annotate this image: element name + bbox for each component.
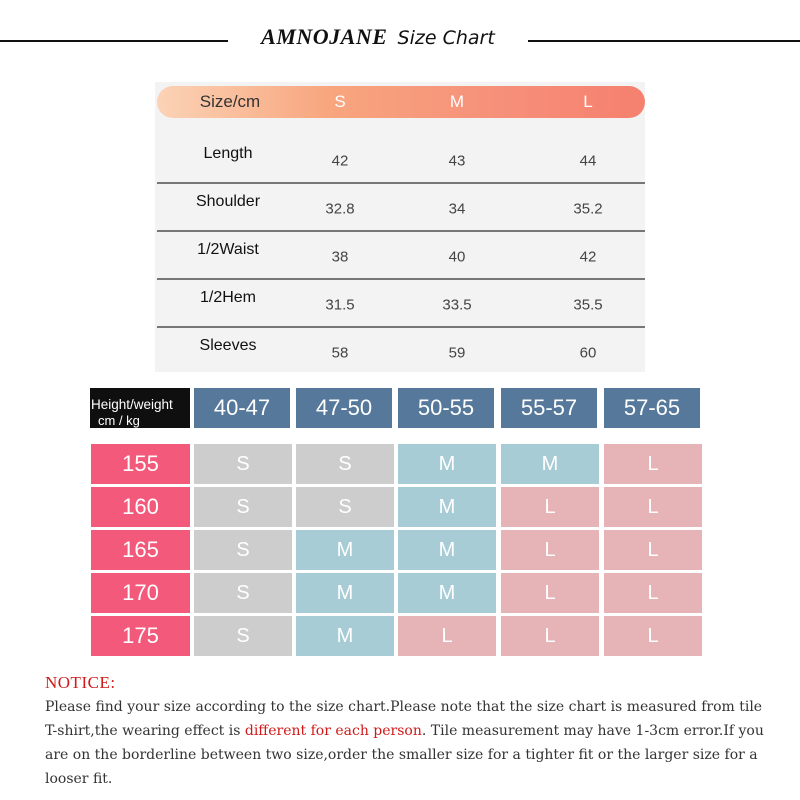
header-size-l: L bbox=[583, 92, 593, 111]
measurement-value: 60 bbox=[579, 344, 597, 362]
measurement-label: Shoulder bbox=[195, 193, 261, 210]
notice-text-part1: Please find your size according to the size chart.Please note that the size chart is measured from tile T-shirt,the wearing effect is bbox=[45, 699, 763, 739]
measurement-value: 33.5 bbox=[442, 296, 472, 314]
size-cell: S bbox=[194, 487, 292, 527]
measurement-value: 31.5 bbox=[325, 296, 355, 314]
size-cell: M bbox=[398, 487, 496, 527]
size-cell: L bbox=[398, 616, 496, 656]
measurement-value: 44 bbox=[579, 152, 597, 170]
size-cell: S bbox=[194, 616, 292, 656]
size-cell: S bbox=[194, 444, 292, 484]
measurement-label: Sleeves bbox=[199, 337, 257, 354]
measurement-value: 32.8 bbox=[325, 200, 355, 218]
size-cell: L bbox=[604, 573, 702, 613]
weight-range-header: 57-65 bbox=[604, 388, 700, 428]
weight-range-header: 55-57 bbox=[501, 388, 597, 428]
size-cell: M bbox=[296, 573, 394, 613]
size-cell: M bbox=[398, 530, 496, 570]
notice-body bbox=[45, 695, 765, 791]
header-size-m: M bbox=[449, 92, 465, 111]
corner-label-line2: cm / kg bbox=[98, 413, 140, 428]
size-cell: S bbox=[296, 487, 394, 527]
height-weight-corner bbox=[90, 388, 190, 428]
weight-range-header: 50-55 bbox=[398, 388, 494, 428]
size-cell: L bbox=[501, 573, 599, 613]
measurement-value: 43 bbox=[448, 152, 466, 170]
size-cell: M bbox=[296, 530, 394, 570]
brand-name: AMNOJANE bbox=[261, 24, 388, 49]
measurement-value: 34 bbox=[448, 200, 466, 218]
height-header: 170 bbox=[91, 573, 190, 613]
notice-text-part2: . Tile measurement may have 1-3cm error.If you are on the borderline between two size,order the smaller size for a tighter fit or the larger size for a looser fit. bbox=[45, 723, 764, 787]
measurement-value: 59 bbox=[448, 344, 466, 362]
weight-range-header: 47-50 bbox=[296, 388, 392, 428]
size-cell: L bbox=[501, 530, 599, 570]
header-size-label: Size/cm bbox=[199, 92, 261, 111]
measurement-label: 1/2Waist bbox=[197, 241, 259, 258]
size-cell: L bbox=[604, 616, 702, 656]
measurement-value: 42 bbox=[331, 152, 349, 170]
notice-highlight: different for each person bbox=[244, 723, 422, 739]
height-header: 160 bbox=[91, 487, 190, 527]
height-header: 175 bbox=[91, 616, 190, 656]
size-cell: L bbox=[604, 530, 702, 570]
header-size-s: S bbox=[334, 92, 346, 111]
size-cell: M bbox=[398, 444, 496, 484]
size-cell: L bbox=[501, 616, 599, 656]
size-cell: S bbox=[296, 444, 394, 484]
size-cell: L bbox=[604, 444, 702, 484]
size-cell: M bbox=[501, 444, 599, 484]
size-cell: L bbox=[501, 487, 599, 527]
size-cell: M bbox=[296, 616, 394, 656]
weight-range-header: 40-47 bbox=[194, 388, 290, 428]
size-cell: L bbox=[604, 487, 702, 527]
measurement-value: 42 bbox=[579, 248, 597, 266]
measurement-value: 40 bbox=[448, 248, 466, 266]
corner-label-line1: Height/weight bbox=[91, 397, 173, 412]
height-header: 165 bbox=[91, 530, 190, 570]
measurement-value: 35.5 bbox=[573, 296, 603, 314]
height-header: 155 bbox=[91, 444, 190, 484]
title-subtitle: Size Chart bbox=[397, 27, 495, 49]
size-cell: S bbox=[194, 530, 292, 570]
measurement-label: 1/2Hem bbox=[199, 289, 257, 306]
size-cell: S bbox=[194, 573, 292, 613]
notice-title: NOTICE: bbox=[45, 673, 116, 692]
measurement-value: 35.2 bbox=[573, 200, 603, 218]
size-cell: M bbox=[398, 573, 496, 613]
measurement-value: 38 bbox=[331, 248, 349, 266]
measurement-value: 58 bbox=[331, 344, 349, 362]
measurement-label: Length bbox=[203, 145, 253, 162]
